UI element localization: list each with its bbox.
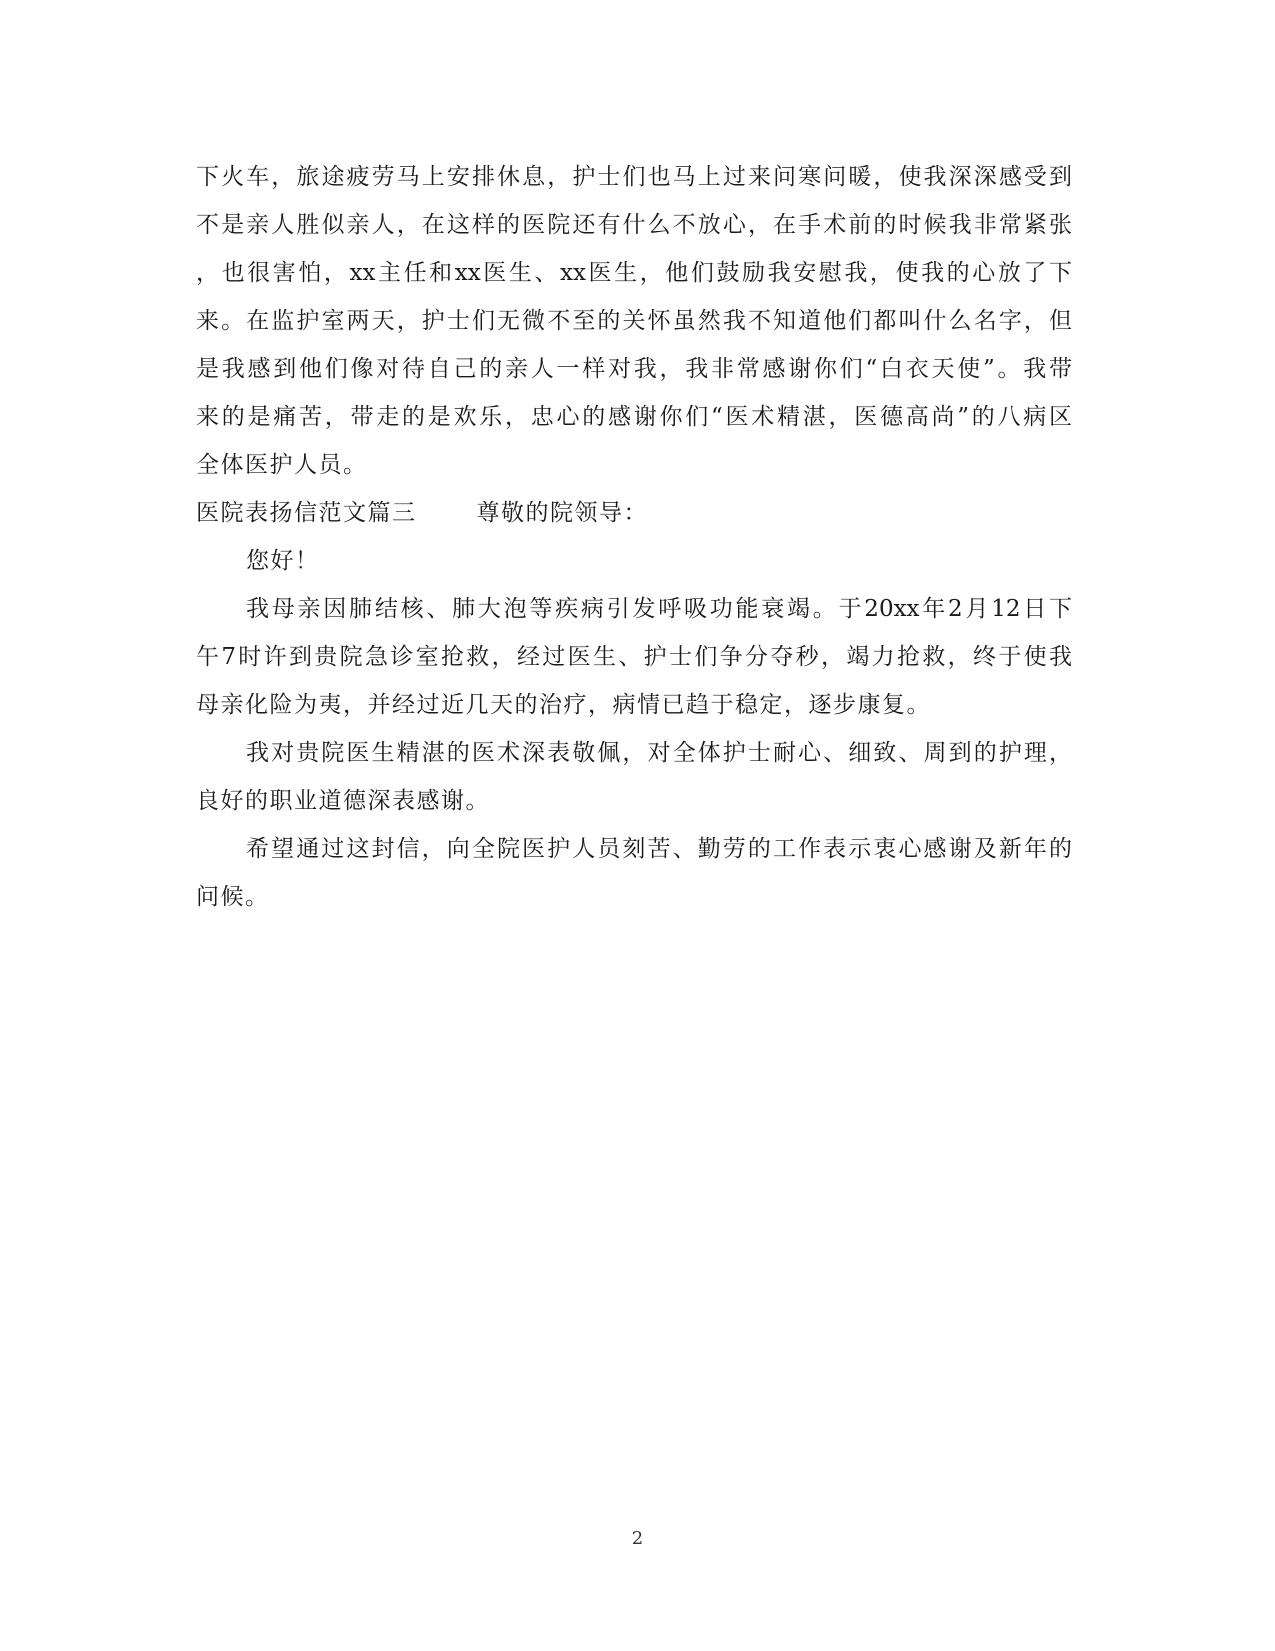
- page-number: 2: [631, 1528, 644, 1549]
- paragraph-line: 是我感到他们像对待自己的亲人一样对我，我非常感谢你们“白衣天使”。我带: [196, 356, 1072, 382]
- salutation: 尊敬的院领导：: [476, 500, 648, 526]
- paragraph-line: 母亲化险为夷，并经过近几天的治疗，病情已趋于稳定，逐步康复。: [196, 692, 931, 718]
- greeting: 您好！: [246, 548, 320, 574]
- paragraph-line: 来。在监护室两天，护士们无微不至的关怀虽然我不知道他们都叫什么名字，但: [196, 308, 1072, 334]
- section-title: 医院表扬信范文篇三: [196, 500, 417, 526]
- paragraph-line: 良好的职业道德深表感谢。: [196, 788, 490, 814]
- paragraph-line: 全体医护人员。: [196, 452, 368, 478]
- paragraph-line: 我母亲因肺结核、肺大泡等疾病引发呼吸功能衰竭。于20xx年2月12日下: [246, 596, 1072, 622]
- paragraph-line: 不是亲人胜似亲人，在这样的医院还有什么不放心，在手术前的时候我非常紧张: [196, 212, 1072, 238]
- paragraph-line: 我对贵院医生精湛的医术深表敬佩，对全体护士耐心、细致、周到的护理，: [246, 740, 1072, 766]
- paragraph-line: 来的是痛苦，带走的是欢乐，忠心的感谢你们“医术精湛，医德高尚”的八病区: [196, 404, 1072, 430]
- paragraph-line: 午7时许到贵院急诊室抢救，经过医生、护士们争分夺秒，竭力抢救，终于使我: [196, 644, 1072, 670]
- paragraph-line: 问候。: [196, 884, 270, 910]
- section-heading: [196, 498, 648, 528]
- paragraph-line: 希望通过这封信，向全院医护人员刻苦、勤劳的工作表示衷心感谢及新年的: [246, 836, 1072, 862]
- paragraph-line: ，也很害怕，xx主任和xx医生、xx医生，他们鼓励我安慰我，使我的心放了下: [196, 260, 1072, 286]
- paragraph-line: 下火车，旅途疲劳马上安排休息，护士们也马上过来问寒问暖，使我深深感受到: [196, 164, 1072, 190]
